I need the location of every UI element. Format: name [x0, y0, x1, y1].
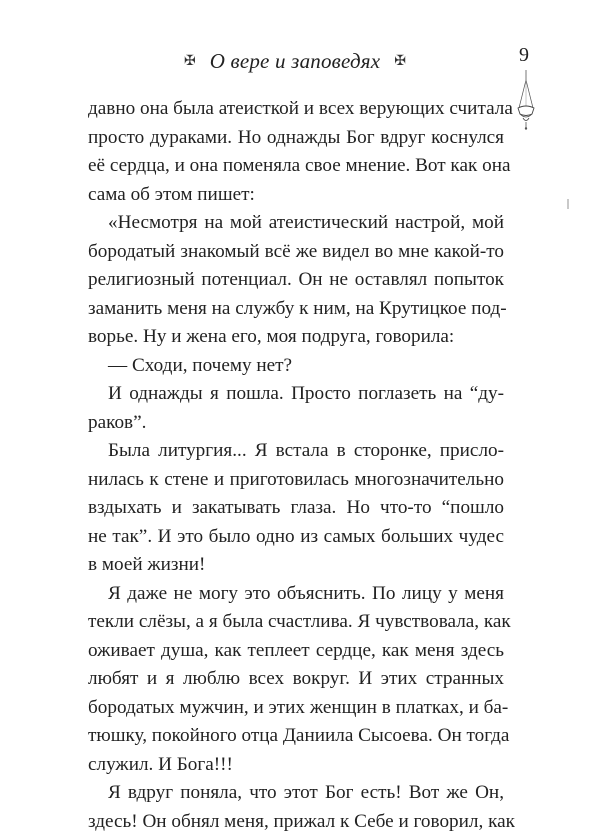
- text-line: ворье. Ну и жена его, моя подруга, говорила:: [88, 323, 504, 352]
- text-line: нилась к стене и приготовилась многозначительно: [88, 466, 504, 495]
- text-line: сама об этом пишет:: [88, 181, 504, 210]
- text-line: религиозный потенциал. Он не оставлял попыток: [88, 266, 504, 295]
- body-text: [88, 95, 504, 836]
- text-line: И однажды я пошла. Просто поглазеть на “ду-: [88, 380, 504, 409]
- text-line: текли слёзы, а я была счастлива. Я чувствовала, как: [88, 608, 504, 637]
- text-line: вздыхать и закатывать глаза. Но что-то “пошло: [88, 494, 504, 523]
- text-line: не так”. И это было одно из самых больших чудес: [88, 523, 504, 552]
- text-line: Была литургия... Я встала в сторонке, присло-: [88, 437, 504, 466]
- text-line: в моей жизни!: [88, 551, 504, 580]
- ornament-left-icon: ✠: [184, 53, 196, 70]
- margin-mark: [567, 199, 569, 209]
- running-head: [175, 46, 415, 76]
- text-line: Я вдруг поняла, что этот Бог есть! Вот же Он,: [88, 779, 504, 808]
- text-line: Я даже не могу это объяснить. По лицу у меня: [88, 580, 504, 609]
- running-title: О вере и заповедях: [210, 49, 381, 74]
- hanging-lamp-icon: [514, 70, 538, 130]
- text-line: любят и я люблю всех вокруг. И этих странных: [88, 665, 504, 694]
- text-line: тюшку, покойного отца Даниила Сысоева. Он тогда: [88, 722, 504, 751]
- text-line: её сердца, и она поменяла свое мнение. Вот как она: [88, 152, 504, 181]
- text-line: просто дураками. Но однажды Бог вдруг коснулся: [88, 124, 504, 153]
- page-number: 9: [519, 44, 529, 67]
- text-line: бородатый знакомый всё же видел во мне какой-то: [88, 238, 504, 267]
- text-line: оживает душа, как теплеет сердце, как меня здесь: [88, 637, 504, 666]
- text-line: здесь! Он обнял меня, прижал к Себе и говорил, как: [88, 808, 504, 836]
- text-line: раков”.: [88, 409, 504, 438]
- text-line: служил. И Бога!!!: [88, 751, 504, 780]
- ornament-right-icon: ✠: [394, 53, 406, 70]
- text-line: заманить меня на службу к ним, на Крутицкое под-: [88, 295, 504, 324]
- text-line: бородатых мужчин, и этих женщин в платках, и ба-: [88, 694, 504, 723]
- text-line: — Сходи, почему нет?: [88, 352, 504, 381]
- text-line: давно она была атеисткой и всех верующих считала: [88, 95, 504, 124]
- text-line: «Несмотря на мой атеистический настрой, мой: [88, 209, 504, 238]
